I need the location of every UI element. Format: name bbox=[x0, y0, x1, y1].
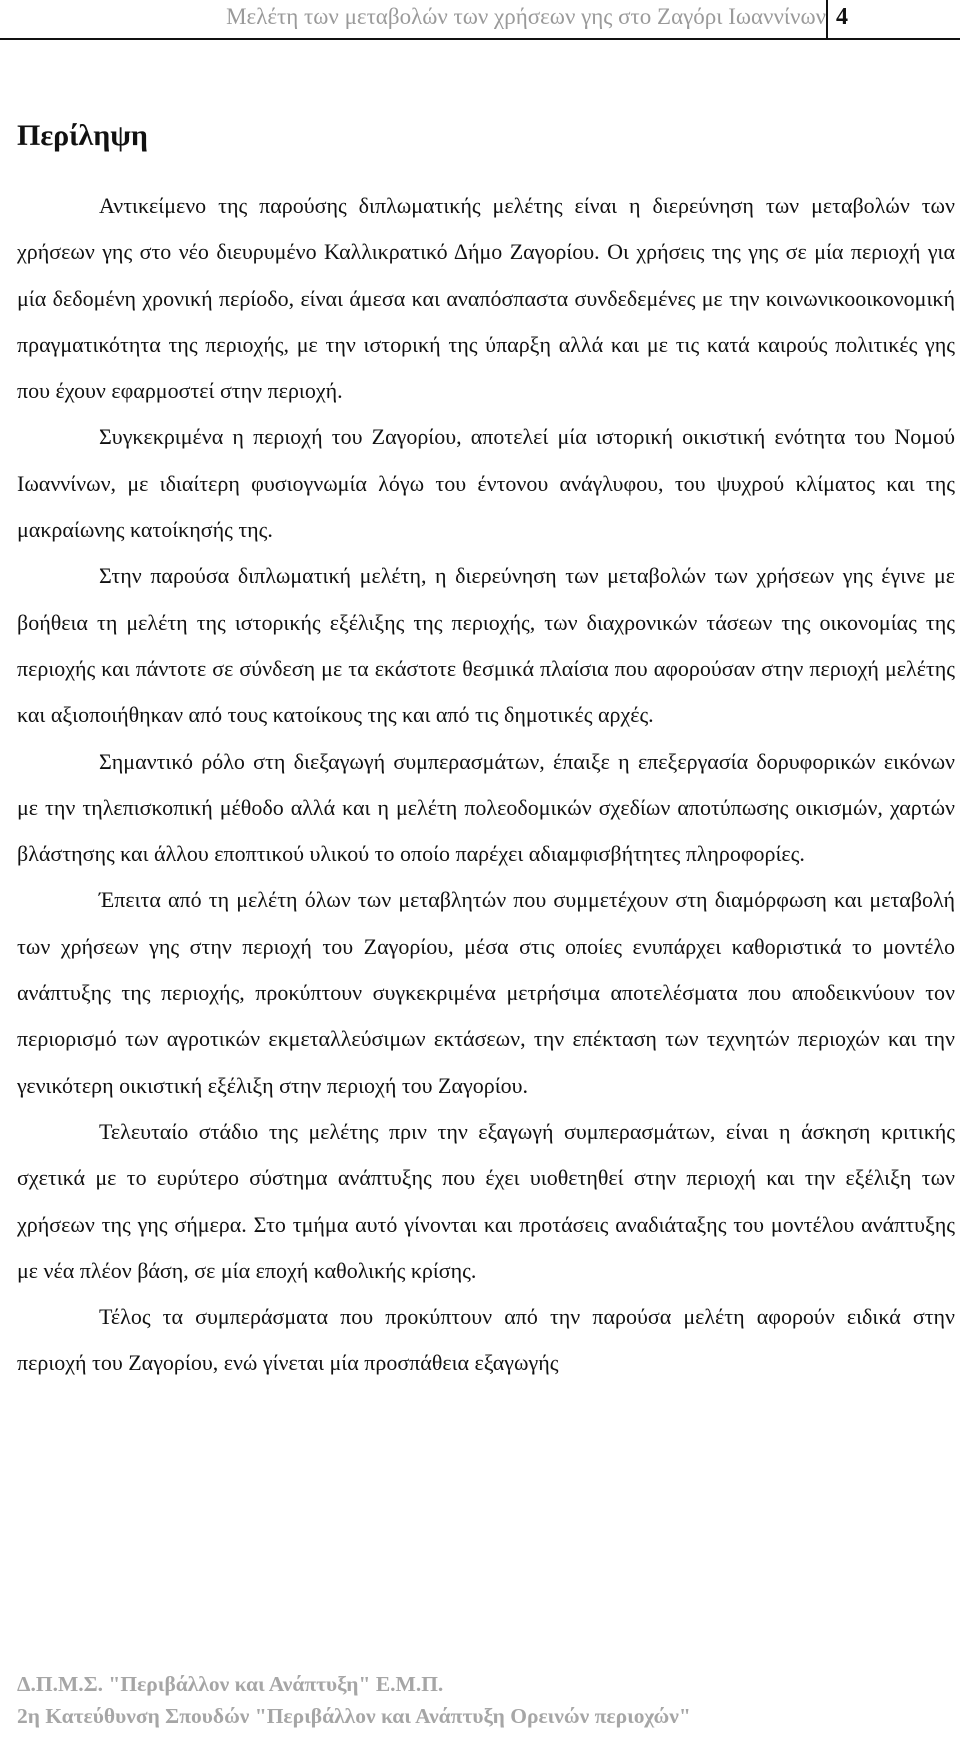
paragraph-6: Τελευταίο στάδιο της μελέτης πριν την εξαγωγή συμπερασμάτων, είναι η άσκηση κριτικής σχετικά με το ευρύτερο σύστημα ανάπτυξης που έχει υιοθετηθεί στην περιοχή και την εξέλιξη των χρήσεων της γης σήμερα. Στο τμήμα αυτό γίνονται και προτάσεις αναδιάταξης του μοντέλου ανάπτυξης με νέα πλέον βάση, σε μία εποχή καθολικής κρίσης. bbox=[17, 1118, 955, 1283]
header-divider bbox=[826, 0, 828, 38]
paragraph-5: Έπειτα από τη μελέτη όλων των μεταβλητών που συμμετέχουν στη διαμόρφωση και μεταβολή των χρήσεων γης στην περιοχή του Ζαγορίου, μέσα στις οποίες ενυπάρχει καθοριστικά το μοντέλο ανάπτυξης της περιοχής, προκύπτουν συγκεκριμένα μετρήσιμα αποτελέσματα που αποδεικνύουν τον περιορισμό των αγροτικών εκμεταλλεύσιμων εκτάσεων, την επέκταση των τεχνητών περιοχών και την γενικότερη οικιστική εξέλιξη στην περιοχή του Ζαγορίου. bbox=[17, 887, 955, 1098]
section-title: Περίληψη bbox=[17, 119, 148, 152]
paragraph-4: Σημαντικό ρόλο στη διεξαγωγή συμπερασμάτων, έπαιξε η επεξεργασία δορυφορικών εικόνων με την τηλεπισκοπική μέθοδο αλλά και η μελέτη πολεοδομικών σχεδίων αποτύπωσης οικισμών, χαρτών βλάστησης και άλλου εποπτικού υλικού το οποίο παρέχει αδιαμφισβήτητες πληροφορίες. bbox=[17, 748, 955, 867]
footer-line-2: 2η Κατεύθυνση Σπουδών "Περιβάλλον και Ανάπτυξη Ορεινών περιοχών" bbox=[17, 1704, 691, 1728]
header-title: Μελέτη των μεταβολών των χρήσεων γης στο Ζαγόρι Ιωαννίνων bbox=[226, 4, 826, 29]
page-header bbox=[0, 0, 960, 40]
paragraph-3: Στην παρούσα διπλωματική μελέτη, η διερεύνηση των μεταβολών των χρήσεων γης έγινε με βοήθεια τη μελέτη της ιστορικής εξέλιξης της περιοχής, των διαχρονικών τάσεων της οικονομίας της περιοχής και πάντοτε σε σύνδεση με τα εκάστοτε θεσμικά πλαίσια που αφορούσαν στην περιοχή μελέτης και αξιοποιήθηκαν από τους κατοίκους της και από τις δημοτικές αρχές. bbox=[17, 563, 955, 728]
abstract-body bbox=[17, 183, 955, 1387]
paragraph-2: Συγκεκριμένα η περιοχή του Ζαγορίου, αποτελεί μία ιστορική οικιστική ενότητα του Νομού Ιωαννίνων, με ιδιαίτερη φυσιογνωμία λόγω του έντονου ανάγλυφου, του ψυχρού κλίματος και της μακραίωνης κατοίκησής της. bbox=[17, 424, 955, 543]
page-footer bbox=[17, 1668, 957, 1732]
paragraph-7: Τέλος τα συμπεράσματα που προκύπτουν από την παρούσα μελέτη αφορούν ειδικά στην περιοχή του Ζαγορίου, ενώ γίνεται μία προσπάθεια εξαγωγής bbox=[17, 1304, 955, 1376]
paragraph-1: Αντικείμενο της παρούσης διπλωματικής μελέτης είναι η διερεύνηση των μεταβολών των χρήσεων γης στο νέο διευρυμένο Καλλικρατικό Δήμο Ζαγορίου. Οι χρήσεις της γης σε μία περιοχή για μία δεδομένη χρονική περίοδο, είναι άμεσα και αναπόσπαστα συνδεδεμένες με την κοινωνικοοικονομική πραγματικότητα της περιοχής, με την ιστορική της ύπαρξη αλλά και με τις κατά καιρούς πολιτικές γης που έχουν εφαρμοστεί στην περιοχή. bbox=[17, 193, 955, 404]
footer-line-1: Δ.Π.Μ.Σ. "Περιβάλλον και Ανάπτυξη" Ε.Μ.Π. bbox=[17, 1672, 444, 1696]
page-number: 4 bbox=[836, 4, 848, 30]
